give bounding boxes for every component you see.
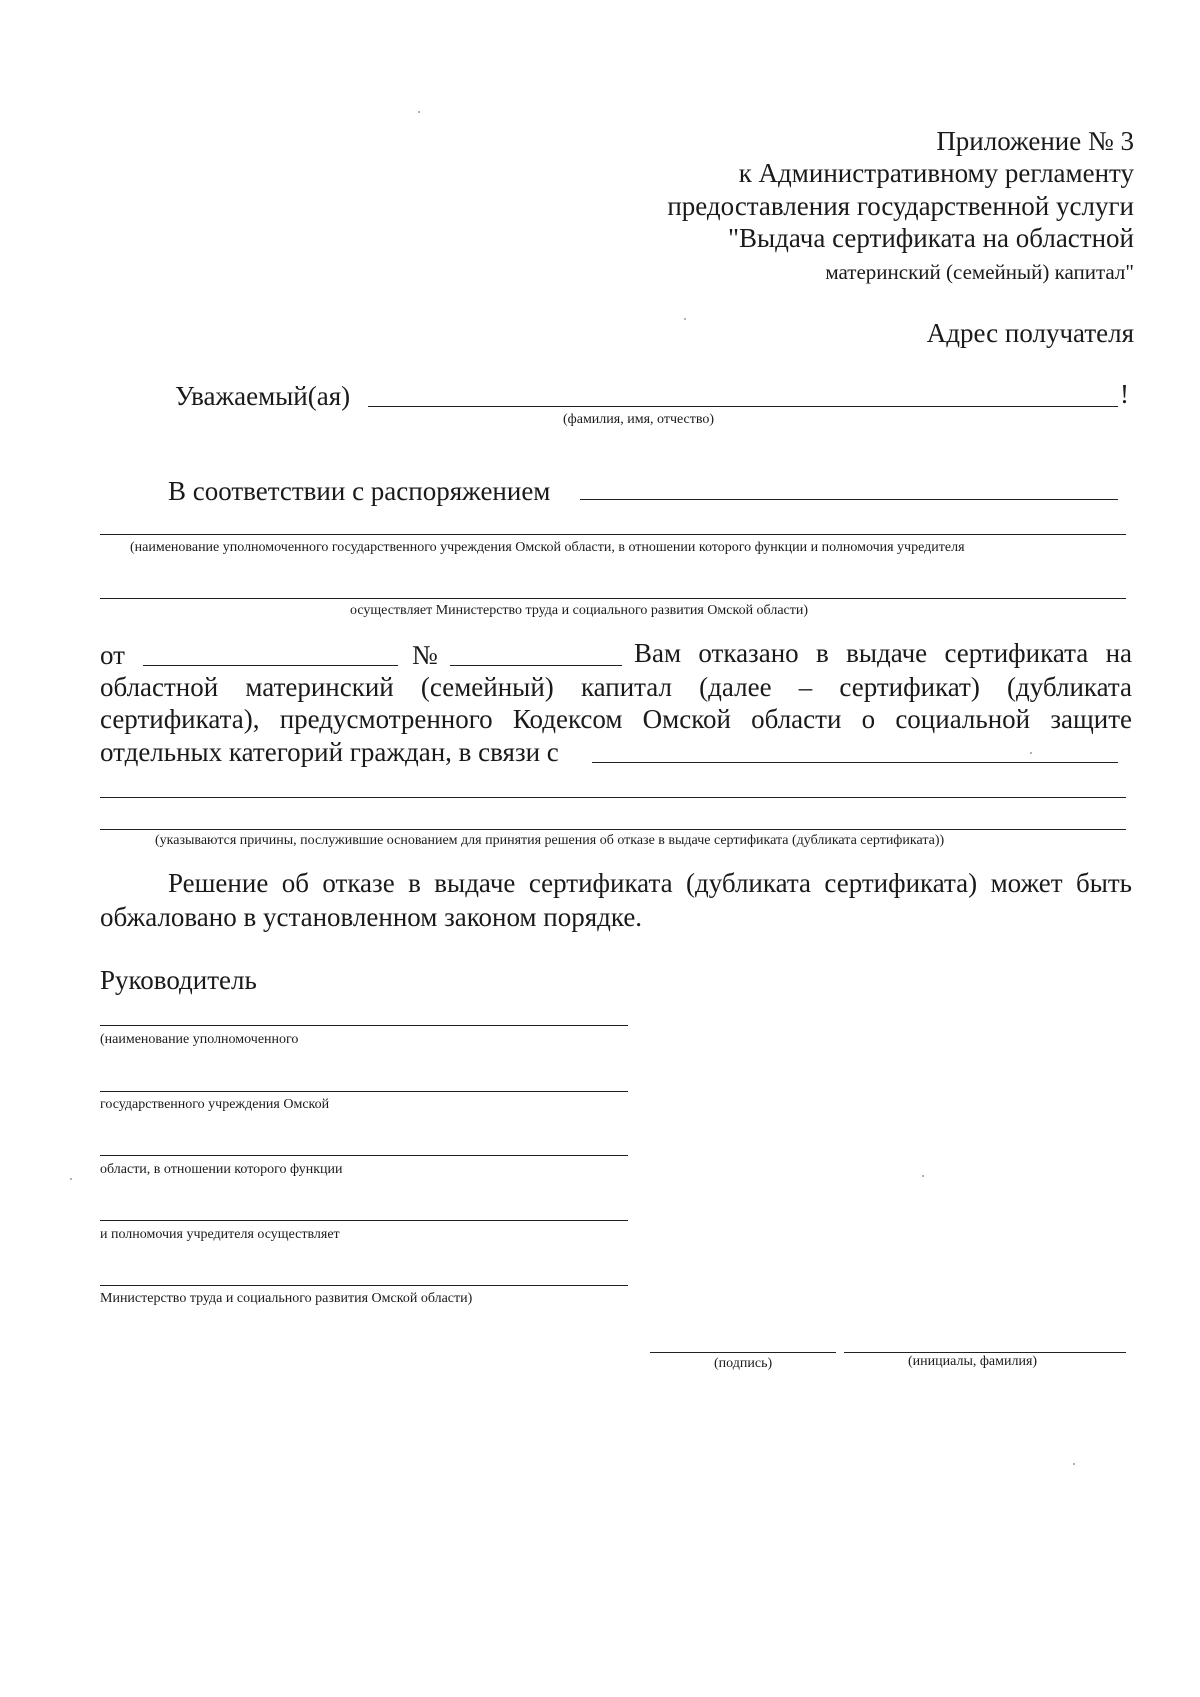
signatory-line-2 bbox=[100, 1091, 628, 1092]
signatory-caption-4: и полномочия учредителя осуществляет bbox=[100, 1227, 340, 1242]
signatory-title: Руководитель bbox=[100, 965, 257, 995]
number-line bbox=[450, 665, 622, 666]
appendix-number: Приложение № 3 bbox=[936, 126, 1134, 156]
reason-line-3 bbox=[100, 829, 1126, 830]
refusal-text-line-4: отдельных категорий граждан, в связи с bbox=[100, 737, 559, 767]
salutation-label: Уважаемый(ая) bbox=[175, 381, 351, 411]
refusal-text-line-2: областной материнский (семейный) капитал (далее – сертификат) (дубликата bbox=[100, 672, 1132, 702]
name-line bbox=[844, 1352, 1126, 1353]
name-caption: (инициалы, фамилия) bbox=[908, 1354, 1038, 1369]
signatory-line-1 bbox=[100, 1025, 628, 1026]
salutation-name-line bbox=[368, 406, 1118, 407]
salutation-caption: (фамилия, имя, отчество) bbox=[563, 412, 715, 427]
order-caption-1: (наименование уполномоченного государственного учреждения Омской области, в отношении которого функции и полномочия учредителя bbox=[130, 540, 965, 555]
scan-speck bbox=[684, 318, 686, 320]
signature-caption: (подпись) bbox=[714, 1356, 773, 1371]
signatory-caption-5: Министерство труда и социального развития Омской области) bbox=[100, 1291, 473, 1306]
reason-line-2 bbox=[100, 797, 1126, 798]
signatory-line-5 bbox=[100, 1285, 628, 1286]
order-line-1 bbox=[580, 499, 1118, 500]
appendix-ref: к Административному регламенту bbox=[738, 158, 1134, 188]
appendix-service: предоставления государственной услуги bbox=[667, 191, 1134, 221]
recipient-address: Адрес получателя bbox=[926, 318, 1134, 348]
signatory-caption-2: государственного учреждения Омской bbox=[100, 1097, 330, 1112]
order-line-3 bbox=[100, 598, 1126, 599]
date-line bbox=[143, 665, 398, 666]
order-caption-2: осуществляет Министерство труда и социального развития Омской области) bbox=[350, 603, 809, 618]
appeal-line-2: обжаловано в установленном законом порядке. bbox=[100, 902, 643, 932]
scan-speck bbox=[922, 1175, 924, 1177]
order-label: В соответствии с распоряжением bbox=[168, 476, 551, 506]
date-from-label: от bbox=[100, 640, 125, 670]
scan-speck bbox=[1030, 752, 1032, 754]
refusal-text-line-1: Вам отказано в выдаче сертификата на bbox=[634, 638, 1132, 668]
signatory-line-4 bbox=[100, 1220, 628, 1221]
scan-speck bbox=[418, 111, 420, 113]
number-label: № bbox=[412, 640, 438, 670]
appeal-line-1: Решение об отказе в выдаче сертификата (дубликата сертификата) может быть bbox=[168, 868, 1132, 898]
scan-speck bbox=[1073, 1463, 1075, 1465]
appendix-service-title: "Выдача сертификата на областной bbox=[727, 223, 1134, 253]
signatory-line-3 bbox=[100, 1155, 628, 1156]
appendix-service-title-end: материнский (семейный) капитал" bbox=[825, 260, 1134, 284]
scan-speck bbox=[70, 1178, 72, 1180]
signatory-caption-1: (наименование уполномоченного bbox=[100, 1032, 299, 1047]
signature-line bbox=[650, 1352, 836, 1353]
reason-line-1 bbox=[592, 762, 1118, 763]
reason-caption: (указываются причины, послужившие основанием для принятия решения об отказе в выдаче сертификата (дубликата сертификата)) bbox=[155, 833, 945, 848]
order-line-2 bbox=[100, 534, 1126, 535]
signatory-caption-3: области, в отношении которого функции bbox=[100, 1162, 343, 1177]
salutation-exclamation: ! bbox=[1120, 379, 1129, 409]
refusal-text-line-3: сертификата), предусмотренного Кодексом Омской области о социальной защите bbox=[100, 704, 1132, 734]
